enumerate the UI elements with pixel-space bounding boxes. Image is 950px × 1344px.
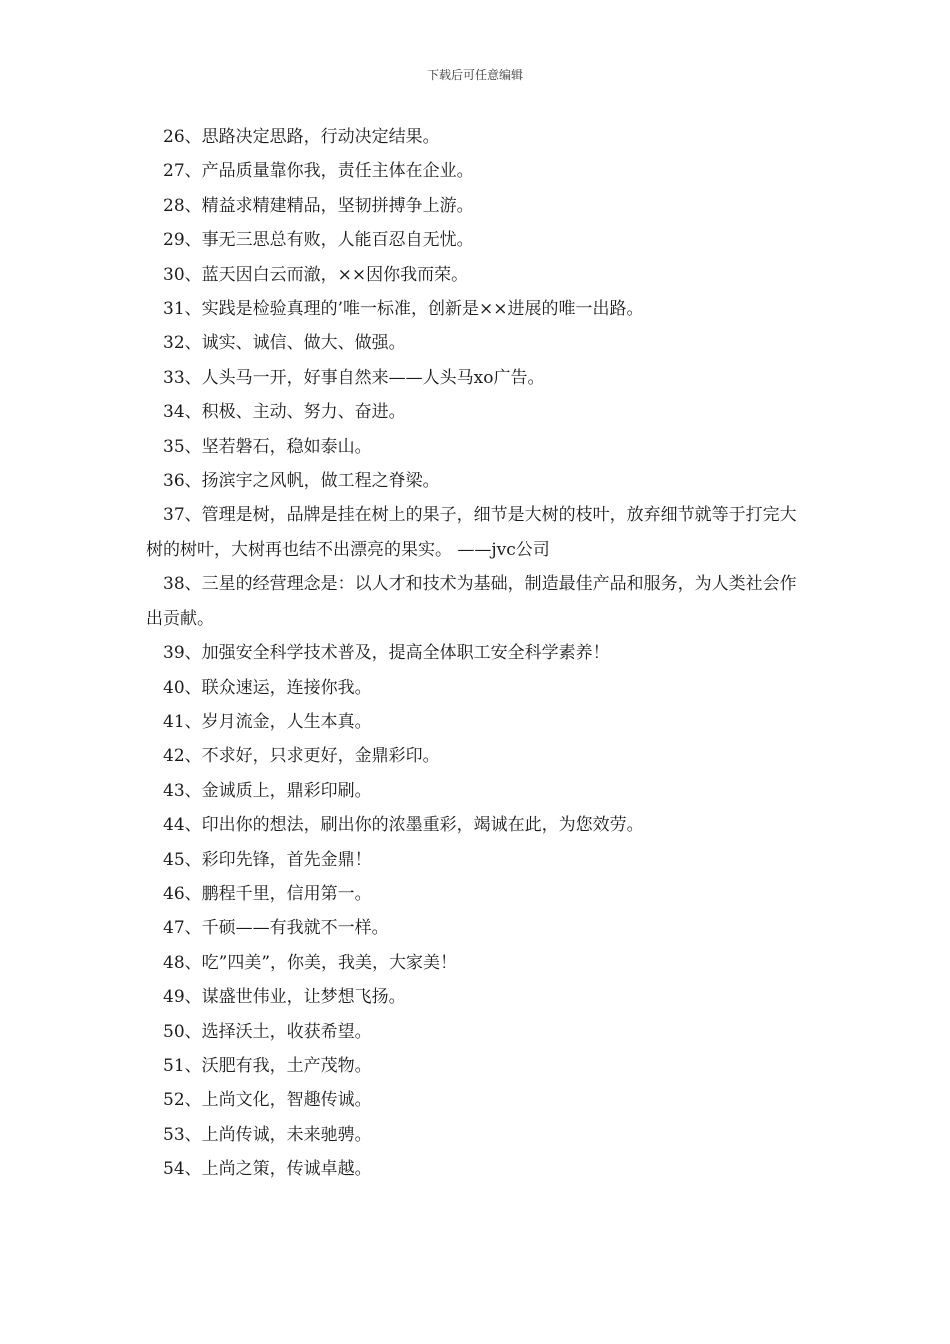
list-item: 44、印出你的想法，刷出你的浓墨重彩，竭诚在此，为您效劳。 (163, 815, 644, 836)
list-item: 36、扬滨宇之风帆，做工程之脊梁。 (163, 471, 440, 492)
list-item: 43、金诚质上，鼎彩印刷。 (163, 780, 372, 801)
list-item: 27、产品质量靠你我，责任主体在企业。 (163, 161, 474, 182)
list-item: 51、沃肥有我，土产茂物。 (163, 1055, 372, 1076)
list-item: 54、上尚之策，传诚卓越。 (163, 1159, 372, 1180)
list-item: 42、不求好，只求更好，金鼎彩印。 (163, 746, 440, 767)
list-item: 53、上尚传诚，未来驰骋。 (163, 1124, 372, 1145)
list-item: 45、彩印先锋，首先金鼎！ (163, 849, 372, 870)
list-item: 40、联众速运，连接你我。 (163, 677, 372, 698)
list-item: 50、选择沃土，收获希望。 (163, 1021, 372, 1042)
list-item: 26、思路决定思路，行动决定结果。 (163, 127, 440, 147)
list-item: 33、人头马一开，好事自然来——人头马xo广告。 (163, 367, 545, 388)
list-item: 28、精益求精建精品，坚韧拼搏争上游。 (163, 195, 474, 216)
list-item: 30、蓝天因白云而澈，××因你我而荣。 (163, 264, 469, 285)
slogan-list (146, 120, 810, 1187)
list-item: 52、上尚文化，智趣传诚。 (163, 1090, 372, 1111)
list-item: 32、诚实、诚信、做大、做强。 (163, 333, 406, 354)
list-item: 46、鹏程千里，信用第一。 (163, 883, 372, 904)
list-item: 38、三星的经营理念是：以人才和技术为基础，制造最佳产品和服务，为人类社会作出贡献。 (146, 574, 797, 629)
list-item: 35、坚若磐石，稳如泰山。 (163, 436, 372, 457)
list-item: 34、积极、主动、努力、奋进。 (163, 402, 406, 423)
list-item: 29、事无三思总有败，人能百忍自无忧。 (163, 230, 474, 251)
page-header: 下载后可任意编辑 (426, 68, 523, 82)
list-item: 31、实践是检验真理的’唯一标准，创新是××进展的唯一出路。 (163, 299, 644, 320)
list-item: 41、岁月流金，人生本真。 (163, 711, 372, 732)
list-item: 48、吃”四美”，你美，我美，大家美！ (163, 952, 458, 973)
list-item: 39、加强安全科学技术普及，提高全体职工安全科学素养！ (163, 643, 610, 664)
list-item: 37、管理是树，品牌是挂在树上的果子，细节是大树的枝叶，放弃细节就等于打完大树的树叶，大树再也结不出漂亮的果实。 ——jvc公司 (146, 505, 797, 560)
list-item: 47、千硕——有我就不一样。 (163, 918, 389, 939)
list-item: 49、谋盛世伟业，让梦想飞扬。 (163, 987, 406, 1008)
